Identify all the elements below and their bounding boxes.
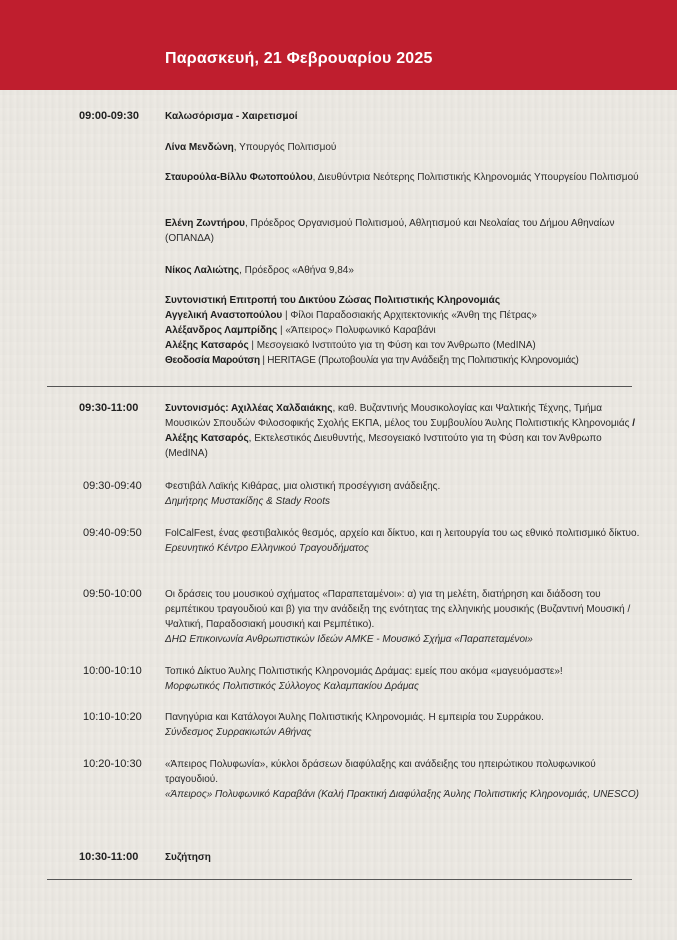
talk-time: 10:00-10:10 (83, 665, 142, 677)
talk-item: Πανηγύρια και Κατάλογοι Άυλης Πολιτιστικής Κληρονομιάς. Η εμπειρία του Συρράκου. Σύνδεσμος Συρρακιωτών Αθήνας (165, 712, 544, 738)
committee-member: Θεοδοσία Μαρούτση | HERITAGE (Πρωτοβουλία για την Ανάδειξη της Πολιτιστικής Κληρονομιάς) (165, 355, 579, 366)
divider-2 (47, 879, 632, 880)
talk-item: Φεστιβάλ Λαϊκής Κιθάρας, μια ολιστική προσέγγιση ανάδειξης. Δημήτρης Μυστακίδης & Stady Roots (165, 481, 441, 507)
committee-heading: Συντονιστική Επιτροπή του Δικτύου Ζώσας Πολιτιστικής Κληρονομιάς (165, 295, 501, 306)
talk-item: Οι δράσεις του μουσικού σχήματος «Παραπεταμένοι»: α) για τη μελέτη, διατήρηση και διάδοση του ρεμπέτικου τραγουδιού και β) για την ανάδειξη της ενότητας της ελληνικής μουσικής (Βυζαντινή Μουσική / Ψαλτική, Παραδοσιακή μουσική και Ρεμπέτικο). ΔΗΩ Επικοινωνία Ανθρωπιστικών Ιδεών ΑΜΚΕ - Μουσικό Σχήμα «Παραπεταμένοι» (165, 589, 631, 645)
divider-1 (47, 386, 632, 387)
talk-item: Τοπικό Δίκτυο Άυλης Πολιτιστικής Κληρονομιάς Δράμας: εμείς που ακόμα «μαγευόμαστε»! Μορφωτικός Πολιτιστικός Σύλλογος Καλαμπακίου Δράμας (165, 666, 563, 692)
session-title-welcome: Καλωσόρισμα - Χαιρετισμοί (165, 111, 298, 122)
talk-item: «Άπειρος Πολυφωνία», κύκλοι δράσεων διαφύλαξης και ανάδειξης του ηπειρώτικου πολυφωνικού τραγουδιού. «Άπειρος» Πολυφωνικό Καραβάνι (Καλή Πρακτική Διαφύλαξης Άυλης Πολιτιστικής Κληρονομιάς, UNESCO) (165, 759, 639, 800)
header-banner (0, 0, 677, 90)
session-time-welcome: 09:00-09:30 (79, 110, 139, 122)
talk-item: FolCalFest, ένας φεστιβαλικός θεσμός, αρχείο και δίκτυο, και η λειτουργία του ως εθνικό πολιτισμικό δίκτυο. Ερευνητικό Κέντρο Ελληνικού Τραγουδήματος (165, 528, 640, 554)
speaker-4: Νίκος Λαλιώτης, Πρόεδρος «Αθήνα 9,84» (165, 265, 354, 276)
discussion-label: Συζήτηση (165, 852, 211, 863)
talk-time: 09:50-10:00 (83, 588, 142, 600)
discussion-time: 10:30-11:00 (79, 851, 139, 863)
page-title: Παρασκευή, 21 Φεβρουαρίου 2025 (165, 50, 433, 67)
committee-member: Αλέξανδρος Λαμπρίδης | «Άπειρος» Πολυφωνικό Καραβάνι (165, 325, 436, 336)
talk-time: 09:40-09:50 (83, 527, 142, 539)
talk-time: 10:20-10:30 (83, 758, 142, 770)
speaker-2: Σταυρούλα-Βίλλυ Φωτοπούλου, Διευθύντρια Νεότερης Πολιτιστικής Κληρονομιάς Υπουργείου Πολιτισμού (165, 172, 639, 183)
committee-member: Αγγελική Αναστοπούλου | Φίλοι Παραδοσιακής Αρχιτεκτονικής «Άνθη της Πέτρας» (165, 310, 537, 321)
speaker-3: Ελένη Ζωντήρου, Πρόεδρος Οργανισμού Πολιτισμού, Αθλητισμού και Νεολαίας του Δήμου Αθηναίων (ΟΠΑΝΔΑ) (165, 218, 615, 244)
committee-member: Αλέξης Κατσαρός | Μεσογειακό Ινστιτούτο για τη Φύση και τον Άνθρωπο (MedINA) (165, 340, 536, 351)
session-time-panel: 09:30-11:00 (79, 402, 139, 414)
panel-coordination: Συντονισμός: Αχιλλέας Χαλδαιάκης, καθ. Βυζαντινής Μουσικολογίας και Ψαλτικής Τέχνης, Τμήμα Μουσικών Σπουδών Φιλοσοφικής Σχολής ΕΚΠΑ, μέλος του Συμβουλίου Άυλης Πολιτιστικής Κληρονομιάς / Αλέξης Κατσαρός, Εκτελεστικός Διευθυντής, Μεσογειακό Ινστιτούτο για τη Φύση και τον Άνθρωπο (MedINA) (165, 403, 636, 459)
talk-time: 10:10-10:20 (83, 711, 142, 723)
committee-block (165, 293, 640, 368)
talk-time: 09:30-09:40 (83, 480, 142, 492)
speaker-1: Λίνα Μενδώνη, Υπουργός Πολιτισμού (165, 142, 337, 153)
